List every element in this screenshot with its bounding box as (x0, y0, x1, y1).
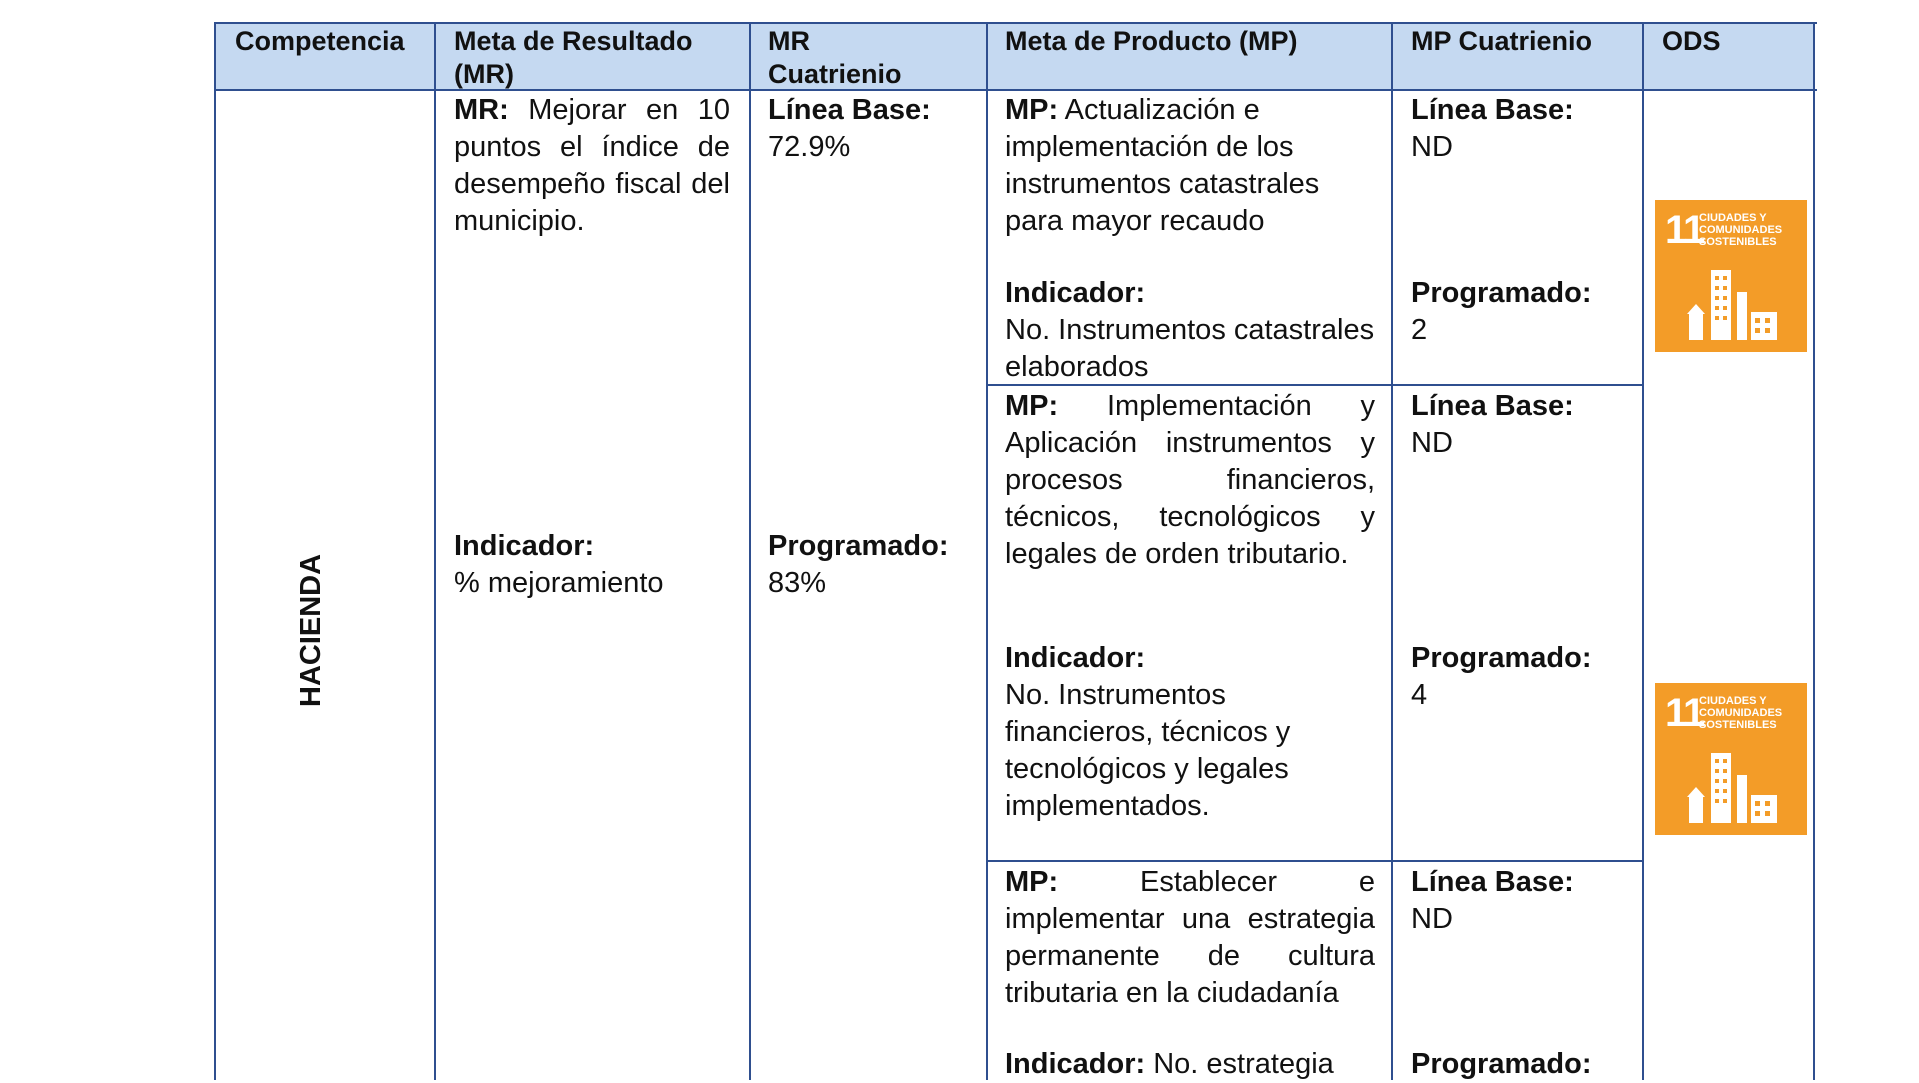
header-competencia: Competencia (235, 26, 405, 56)
mp-2-indicador (1005, 640, 1375, 825)
mr-label: MR: (454, 94, 509, 126)
mp-2-linea-base (1411, 388, 1636, 462)
mp-3-indicador-text: No. estrategia (1153, 1048, 1334, 1080)
col-border-4 (1391, 22, 1393, 1080)
city-buildings-icon (1685, 262, 1785, 342)
mp-1-indicador-label: Indicador: (1005, 277, 1146, 309)
ods-1-number: 11 (1665, 208, 1704, 252)
mp-2-label: MP: (1005, 390, 1059, 422)
ods-11-badge (1655, 683, 1807, 835)
city-buildings-icon (1685, 745, 1785, 825)
mp-1-desc: Actualización e implementación de los instrumentos catastrales para mayor recaudo (1005, 94, 1320, 237)
mp-1-linea-base (1411, 92, 1636, 166)
mp-3-text (1005, 864, 1375, 1012)
mp-2-indicador-label: Indicador: (1005, 642, 1146, 674)
header-meta-resultado-line2: (MR) (454, 59, 514, 89)
mp-1-text (1005, 92, 1375, 240)
mr-programado-value: 83% (768, 567, 827, 599)
mr-programado (768, 528, 978, 602)
mp-1-linea-base-value: ND (1411, 131, 1453, 163)
mp-2-programado-value: 4 (1411, 679, 1428, 711)
mp-3-linea-base (1411, 864, 1636, 938)
mp-2-programado-label: Programado: (1411, 642, 1592, 674)
mp-2-indicador-text: No. Instrumentos financieros, técnicos y tecnológicos y legales implementados. (1005, 679, 1291, 822)
mp-1-indicador (1005, 275, 1375, 386)
ods-2-number: 11 (1665, 691, 1704, 735)
col-border-0 (214, 22, 216, 1080)
ods-1-caption: CIUDADES Y COMUNIDADES SOSTENIBLES (1699, 212, 1783, 248)
header-mr-cuatrienio-line2: Cuatrienio (768, 59, 902, 89)
mp-3-indicador-label: Indicador: (1005, 1048, 1146, 1080)
table-top-border (215, 22, 1817, 24)
mp-2-text (1005, 388, 1375, 573)
mp-3-programado-label: Programado: (1411, 1048, 1592, 1080)
mp-3-label: MP: (1005, 866, 1059, 898)
mp-1-label: MP: (1005, 94, 1059, 126)
header-meta-resultado-line1: Meta de Resultado (454, 26, 693, 56)
mp-2-desc: Implementación y Aplicación instrumentos y procesos financieros, técnicos, tecnológicos y legales de orden tributario. (1005, 390, 1375, 570)
mp-2-programado (1411, 640, 1636, 714)
mp-2-linea-base-value: ND (1411, 427, 1453, 459)
mr-linea-base (768, 92, 978, 166)
mr-indicador-text: % mejoramiento (454, 567, 664, 599)
meta-resultado-indicador (454, 528, 730, 602)
mr-programado-label: Programado: (768, 530, 949, 562)
ods-2-caption: CIUDADES Y COMUNIDADES SOSTENIBLES (1699, 695, 1783, 731)
mp-1-linea-base-label: Línea Base: (1411, 94, 1574, 126)
mp-3-linea-base-label: Línea Base: (1411, 866, 1574, 898)
col-border-5 (1642, 22, 1644, 1080)
mp-1-indicador-text: No. Instrumentos catastrales elaborados (1005, 314, 1375, 383)
header-meta-producto: Meta de Producto (MP) (1005, 26, 1298, 56)
mp-1-programado-value: 2 (1411, 314, 1428, 346)
meta-resultado-text (454, 92, 730, 240)
mp-1-programado-label: Programado: (1411, 277, 1592, 309)
competencia-label: HACIENDA (295, 553, 327, 707)
mp-3-linea-base-value: ND (1411, 903, 1453, 935)
col-border-2 (749, 22, 751, 1080)
mp-2-linea-base-label: Línea Base: (1411, 390, 1574, 422)
mp-3-indicador (1005, 1046, 1385, 1083)
mp-row-divider-2 (986, 860, 1644, 862)
mr-text: Mejorar en 10 puntos el índice de desempeño fiscal del municipio. (454, 94, 730, 237)
header-meta-resultado (454, 25, 693, 91)
mr-indicador-label: Indicador: (454, 530, 595, 562)
col-border-6 (1813, 22, 1815, 1080)
header-mr-cuatrienio (768, 25, 902, 91)
col-border-1 (434, 22, 436, 1080)
mr-linea-base-label: Línea Base: (768, 94, 931, 126)
mp-1-programado (1411, 275, 1636, 349)
ods-11-badge (1655, 200, 1807, 352)
header-mr-cuatrienio-line1: MR (768, 26, 810, 56)
header-mp-cuatrienio: MP Cuatrienio (1411, 26, 1593, 56)
mr-linea-base-value: 72.9% (768, 131, 851, 163)
header-bottom-border (215, 89, 1817, 91)
header-ods: ODS (1662, 26, 1721, 56)
mp-3-desc: Establecer e implementar una estrategia permanente de cultura tributaria en la ciudadanía (1005, 866, 1375, 1009)
col-border-3 (986, 22, 988, 1080)
mp-3-programado (1411, 1046, 1636, 1083)
